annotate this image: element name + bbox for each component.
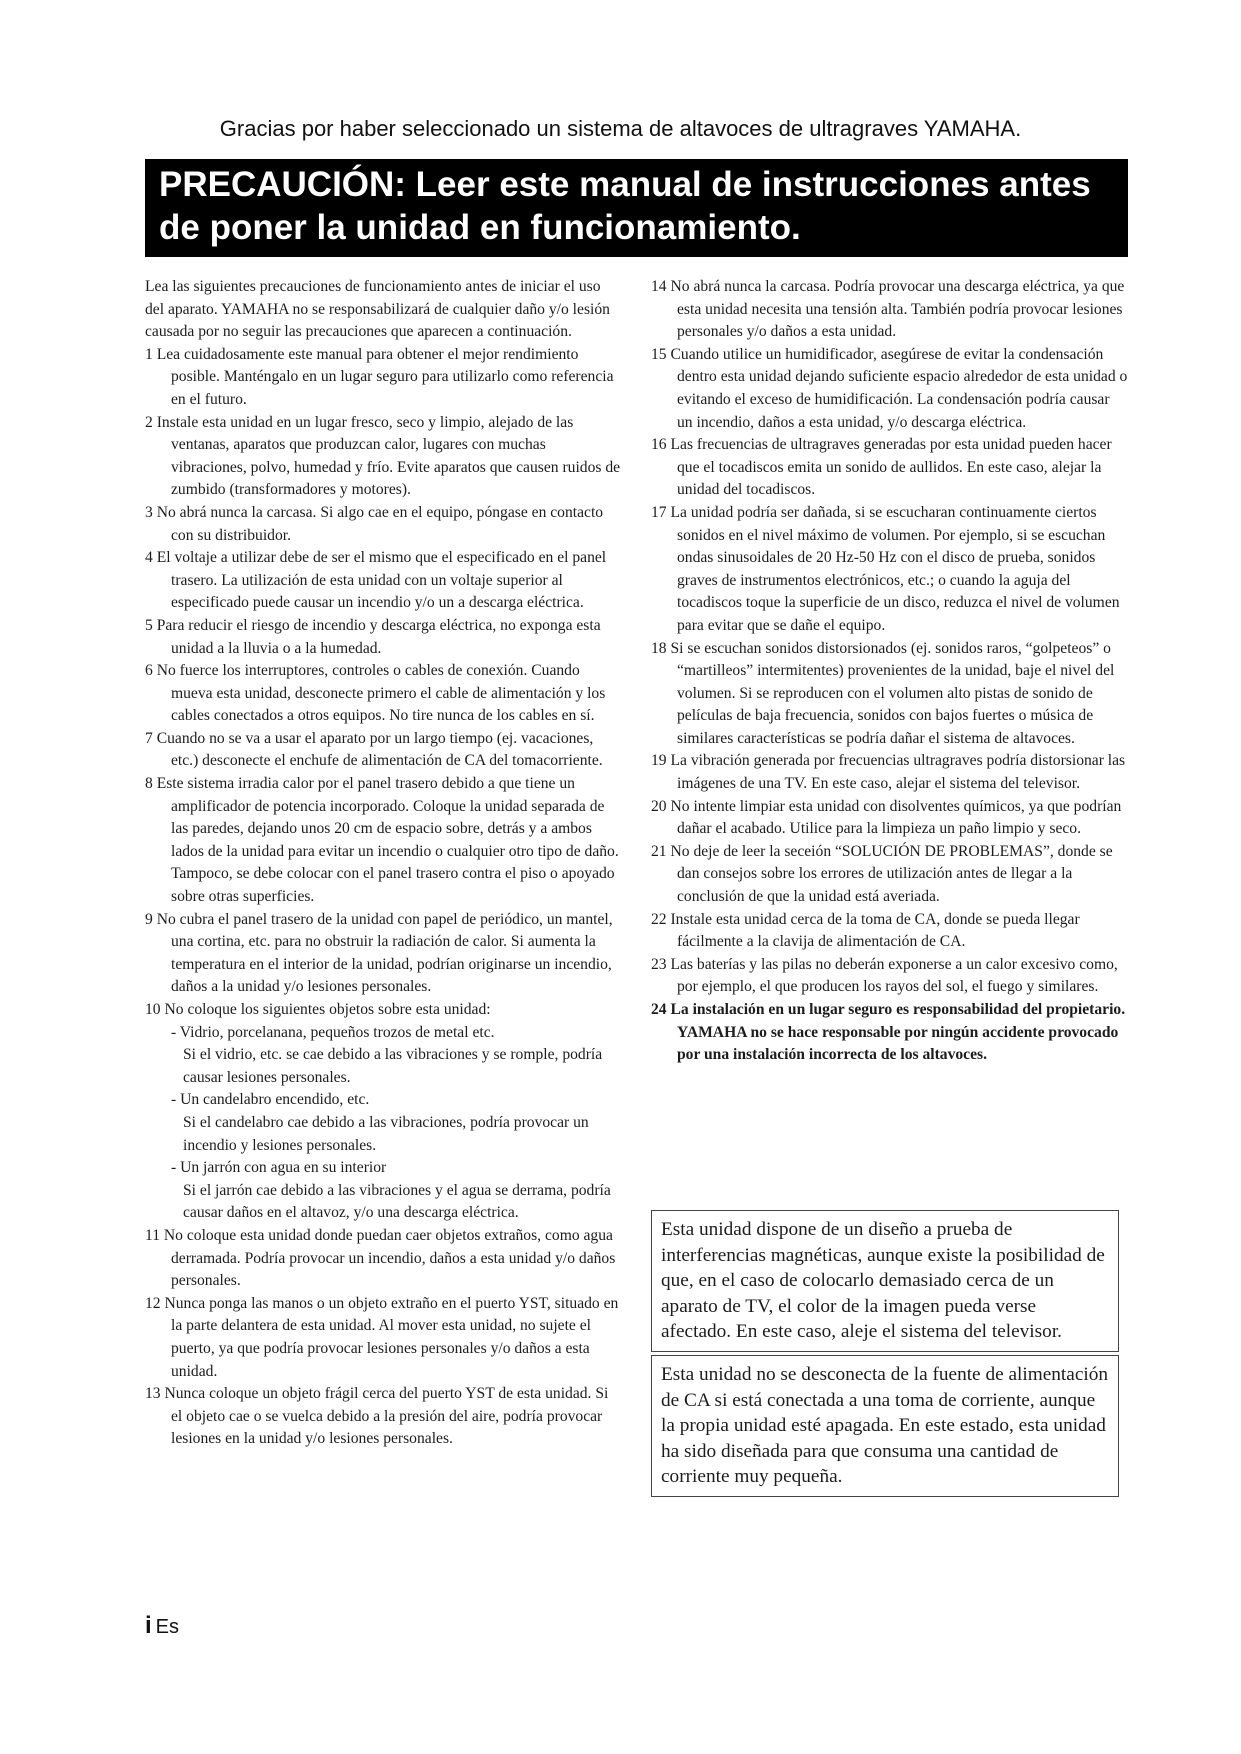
caution-banner	[145, 159, 1128, 257]
precaution-item: 2 Instale esta unidad en un lugar fresco, seco y limpio, alejado de las ventanas, aparatos que produzcan calor, lugares con muchas vibraciones, polvo, humedad y frío. Evite aparatos que causen ruidos de zumbido (transformadores y motores).	[145, 413, 621, 499]
magnetic-shielding-notice: Esta unidad dispone de un diseño a prueba de interferencias magnéticas, aunque existe la posibilidad de que, en el caso de colocarlo demasiado cerca de un aparato de TV, el color de la imagen pueda verse afectado. En este caso, aleje el sistema del televisor.	[651, 1210, 1119, 1352]
precaution-item: 1 Lea cuidadosamente este manual para obtener el mejor rendimiento posible. Manténgalo en un lugar seguro para utilizarlo como referencia en el futuro.	[145, 345, 614, 408]
precaution-item: 20 No intente limpiar esta unidad con disolventes químicos, ya que podrían dañar el acabado. Utilice para la limpieza un paño limpio y seco.	[651, 797, 1122, 838]
precaution-item: 5 Para reducir el riesgo de incendio y descarga eléctrica, no exponga esta unidad a la lluvia o a la humedad.	[145, 616, 601, 657]
page-number: i	[145, 1612, 152, 1639]
precaution-item: 8 Este sistema irradia calor por el panel trasero debido a que tiene un amplificador de potencia incorporado. Coloque la unidad separada de las paredes, dejando unos 20 cm de espacio sobre, detrás y a ambos lados de la unidad para evitar un incendio o cualquier otro tipo de daño. Tampoco, se debe colocar con el panel trasero contra el piso o apoyado sobre otras superficies.	[145, 775, 619, 906]
precaution-item: 10 No coloque los siguientes objetos sobre esta unidad:	[145, 1001, 491, 1018]
precaution-item: 23 Las baterías y las pilas no deberán exponerse a un calor excesivo como, por ejemplo, el que producen los rayos del sol, el fuego y similares.	[651, 955, 1118, 996]
sub-item-text: Si el vidrio, etc. se cae debido a las vibraciones y se romple, podría causar lesiones personales.	[183, 1046, 603, 1086]
precaution-item: 14 No abrá nunca la carcasa. Podría provocar una descarga eléctrica, ya que esta unidad necesita una tensión alta. También podría provocar lesiones personales y/o daños a esta unidad.	[651, 278, 1125, 341]
precaution-item: 18 Si se escuchan sonidos distorsionados (ej. sonidos raros, “golpeteos” o “martilleos” intermitentes) provenientes de la unidad, baje el nivel del volumen. Si se reproducen con el volumen alto pistas de sonido de películas de baja frecuencia, sonidos con bajos fuertes o música de similares características se podría dañar el sistema de altavoces.	[651, 639, 1115, 747]
precaution-item: 6 No fuerce los interruptores, controles o cables de conexión. Cuando mueva esta unidad, desconecte primero el cable de alimentación y los cables conectados a otros equipos. No tire nunca de los cables en sí.	[145, 662, 606, 725]
responsibility-item: 24 La instalación en un lugar seguro es responsabilidad del propietario. YAMAHA no se hace responsable por ningún accidente provocado por una instalación incorrecta de los altavoces.	[651, 1001, 1126, 1064]
standby-power-notice: Esta unidad no se desconecta de la fuente de alimentación de CA si está conectada a una toma de corriente, aunque la propia unidad esté apagada. En este estado, esta unidad ha sido diseñada para que consuma una cantidad de corriente muy pequeña.	[651, 1355, 1119, 1497]
left-column	[145, 276, 621, 1451]
precaution-item: 21 No deje de leer la seceión “SOLUCIÓN DE PROBLEMAS”, donde se dan consejos sobre los errores de utilización antes de llegar a la conclusión de que la unidad está averiada.	[651, 842, 1113, 906]
right-column	[651, 276, 1128, 1067]
precaution-item: 12 Nunca ponga las manos o un objeto extraño en el puerto YST, situado en la parte delantera de esta unidad. Al mover esta unidad, no sujete el puerto, ya que podría provocar lesiones personales y/o daños a esta unidad.	[145, 1294, 619, 1380]
precaution-item: 13 Nunca coloque un objeto frágil cerca del puerto YST de esta unidad. Si el objeto cae o se vuelca debido a la presión del aire, podría provocar lesiones en la unidad y/o lesiones personales.	[145, 1385, 609, 1448]
item-10-sublist	[145, 1022, 621, 1225]
intro-paragraph: Lea las siguientes precauciones de funcionamiento antes de iniciar el uso del aparato. YAMAHA no se responsabilizará de cualquier daño y/o lesión causada por no seguir las precauciones que aparecen a continuación.	[145, 278, 610, 341]
precaution-item: 4 El voltaje a utilizar debe de ser el mismo que el especificado en el panel trasero. La utilización de esta unidad con un voltaje superior al especificado puede causar un incendio y/o un a descarga eléctrica.	[145, 549, 607, 612]
precaution-item: 16 Las frecuencias de ultragraves generadas por esta unidad pueden hacer que el tocadiscos emita un sonido de aullidos. En este caso, alejar la unidad del tocadiscos.	[651, 436, 1112, 499]
precaution-item: 17 La unidad podría ser dañada, si se escucharan continuamente ciertos sonidos en el nivel máximo de volumen. Por ejemplo, si se escuchan ondas sinusoidales de 20 Hz-50 Hz con el disco de prueba, sonidos graves de instrumentos electrónicos, etc.; o cuando la aguja del tocadiscos toque la superficie de un disco, reduzca el nivel de volumen para evitar que se dañe el equipo.	[651, 503, 1120, 634]
precaution-item: 7 Cuando no se va a usar el aparato por un largo tiempo (ej. vacaciones, etc.) desconecte el enchufe de alimentación de CA del tomacorriente.	[145, 729, 603, 770]
sub-item-title: - Un candelabro encendido, etc.	[171, 1091, 370, 1109]
precaution-item: 15 Cuando utilice un humidificador, asegúrese de evitar la condensación dentro esta unidad dejando suficiente espacio alrededor de esta unidad o evitando el exceso de humidificación. La condensación podría causar un incendio, daños a esta unidad, y/o descarga eléctrica.	[651, 345, 1128, 431]
sub-item-title: - Vidrio, porcelanana, pequeños trozos de metal etc.	[171, 1023, 495, 1041]
precaution-item: 19 La vibración generada por frecuencias ultragraves podría distorsionar las imágenes de una TV. En este caso, alejar el sistema del televisor.	[651, 752, 1126, 793]
precaution-item: 9 No cubra el panel trasero de la unidad con papel de periódico, un mantel, una cortina, etc. para no obstruir la radiación de calor. Si aumenta la temperatura en el interior de la unidad, podrían originarse un incendio, daños a la unidad y/o lesiones personales.	[145, 910, 613, 996]
sub-item-text: Si el jarrón cae debido a las vibraciones y el agua se derrama, podría causar daños en el altavoz, y/o una descarga eléctrica.	[183, 1181, 611, 1222]
sub-item-text: Si el candelabro cae debido a las vibraciones, podría provocar un incendio y lesiones personales.	[183, 1113, 589, 1154]
precaution-item: 11 No coloque esta unidad donde puedan caer objetos extraños, como agua derramada. Podría provocar un incendio, daños a esta unidad y/o daños personales.	[145, 1226, 616, 1290]
caution-title-line-2: de poner la unidad en funcionamiento.	[159, 208, 801, 247]
language-code: Es	[155, 1616, 180, 1638]
precaution-item: 22 Instale esta unidad cerca de la toma de CA, donde se pueda llegar fácilmente a la clavija de alimentación de CA.	[651, 910, 1080, 951]
page-footer	[145, 1612, 179, 1640]
thank-you-subtitle: Gracias por haber seleccionado un sistema de altavoces de ultragraves YAMAHA.	[219, 116, 1022, 141]
caution-title-line-1: PRECAUCIÓN: Leer este manual de instrucciones antes	[159, 165, 1091, 204]
sub-item-title: - Un jarrón con agua en su interior	[171, 1159, 387, 1177]
precaution-item: 3 No abrá nunca la carcasa. Si algo cae en el equipo, póngase en contacto con su distribuidor.	[145, 503, 604, 544]
